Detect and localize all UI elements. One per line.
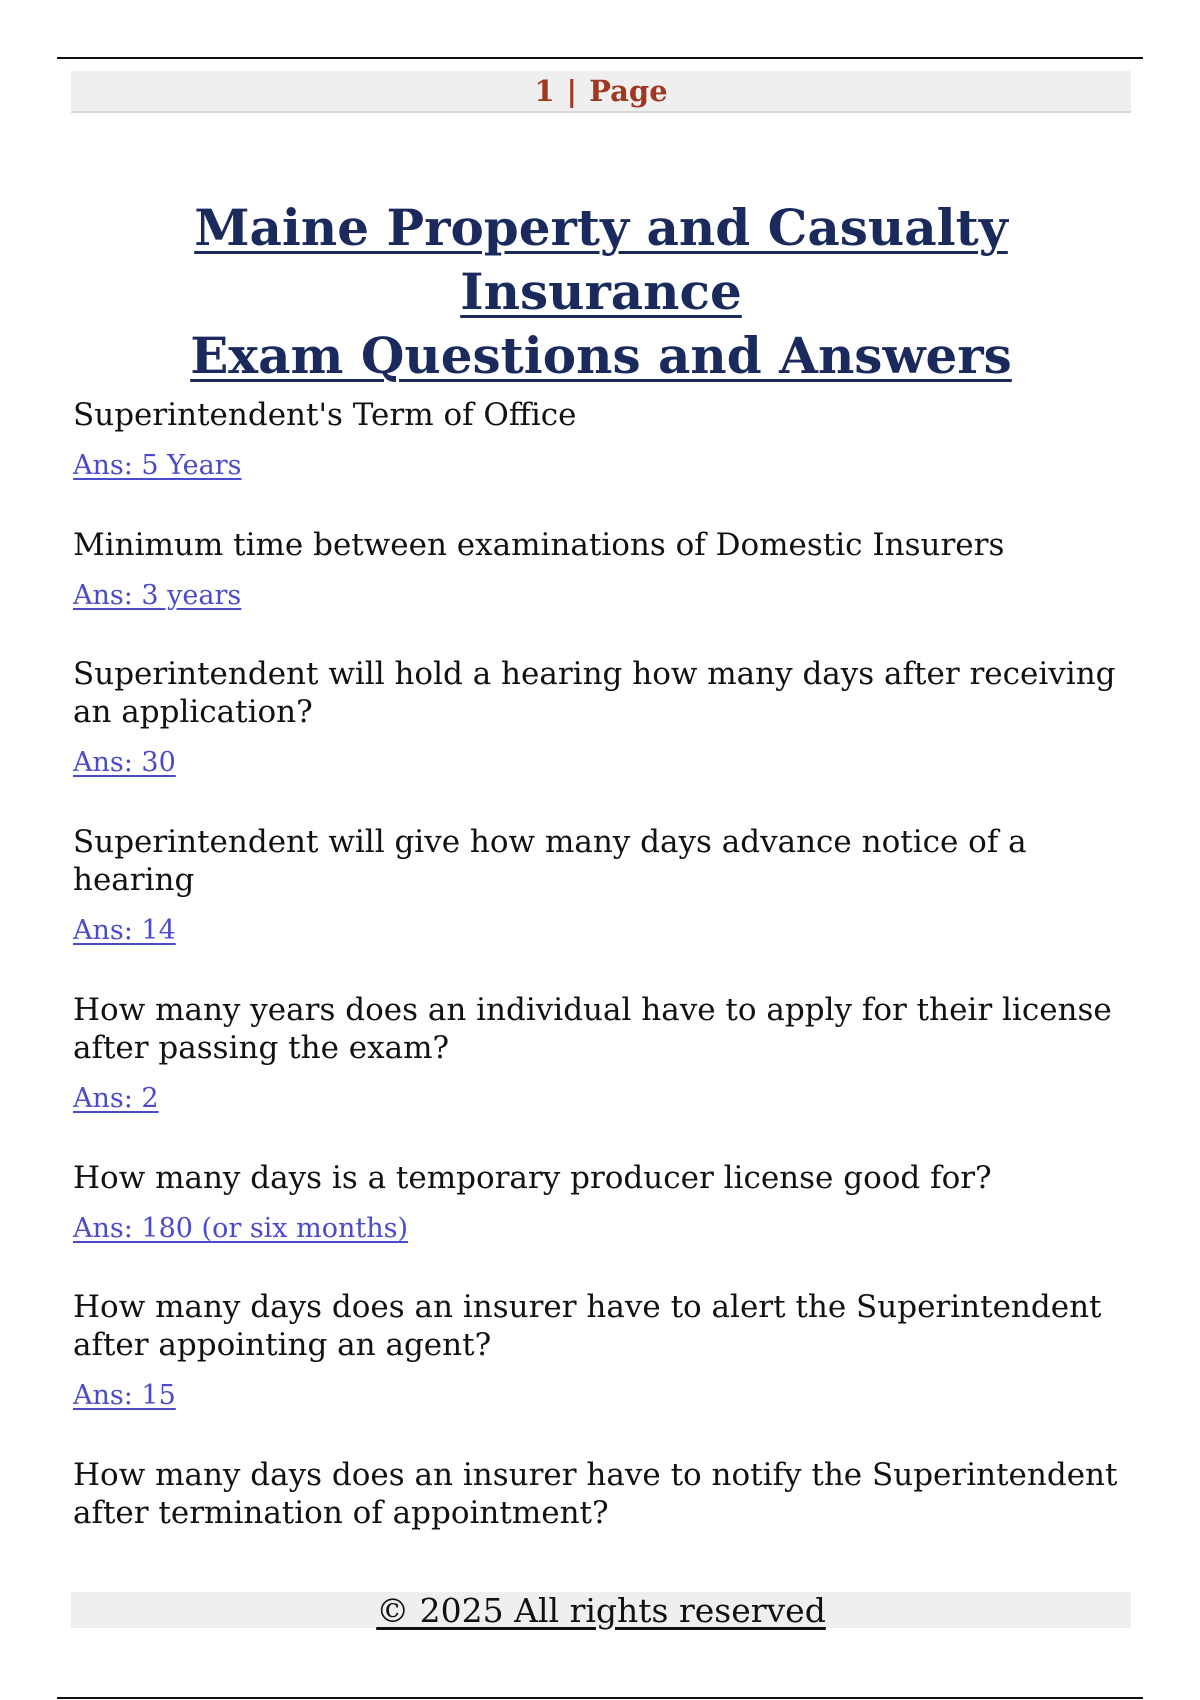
qa-item	[73, 991, 1133, 1115]
question-text: How many days does an insurer have to notify the Superintendent after termination of appointment?	[73, 1457, 1118, 1531]
qa-item	[73, 1456, 1133, 1532]
answer-link[interactable]: Ans: 2	[73, 1083, 159, 1114]
page-header	[71, 71, 1131, 113]
title-line-2: Exam Questions and Answers	[190, 326, 1012, 385]
document-title	[71, 196, 1131, 388]
answer-link[interactable]: Ans: 180 (or six months)	[73, 1213, 408, 1244]
answer-link[interactable]: Ans: 15	[73, 1380, 176, 1411]
copyright-text: © 2025 All rights reserved	[376, 1590, 826, 1630]
answer-link[interactable]: Ans: 3 years	[73, 580, 242, 611]
page-separator: |	[566, 74, 578, 108]
question-text: How many days is a temporary producer license good for?	[73, 1160, 992, 1196]
bottom-rule	[57, 1697, 1143, 1699]
qa-item	[73, 655, 1133, 779]
qa-item	[73, 1288, 1133, 1412]
question-text: How many days does an insurer have to alert the Superintendent after appointing an agent?	[73, 1289, 1102, 1363]
title-line-1: Maine Property and Casualty Insurance	[194, 198, 1008, 321]
qa-item	[73, 526, 1133, 612]
qa-item	[73, 396, 1133, 482]
top-rule	[57, 57, 1143, 59]
question-text: Superintendent will hold a hearing how many days after receiving an application?	[73, 656, 1116, 730]
page-footer	[71, 1592, 1131, 1628]
answer-link[interactable]: Ans: 30	[73, 747, 176, 778]
page-label: Page	[589, 74, 668, 108]
question-text: How many years does an individual have to apply for their license after passing the exam?	[73, 992, 1112, 1066]
answer-link[interactable]: Ans: 14	[73, 915, 176, 946]
question-text: Superintendent will give how many days advance notice of a hearing	[73, 824, 1027, 898]
question-text: Minimum time between examinations of Domestic Insurers	[73, 527, 1005, 563]
question-text: Superintendent's Term of Office	[73, 397, 577, 433]
qa-item	[73, 823, 1133, 947]
page-number: 1	[534, 74, 555, 108]
qa-item	[73, 1159, 1133, 1245]
answer-link[interactable]: Ans: 5 Years	[73, 450, 242, 481]
